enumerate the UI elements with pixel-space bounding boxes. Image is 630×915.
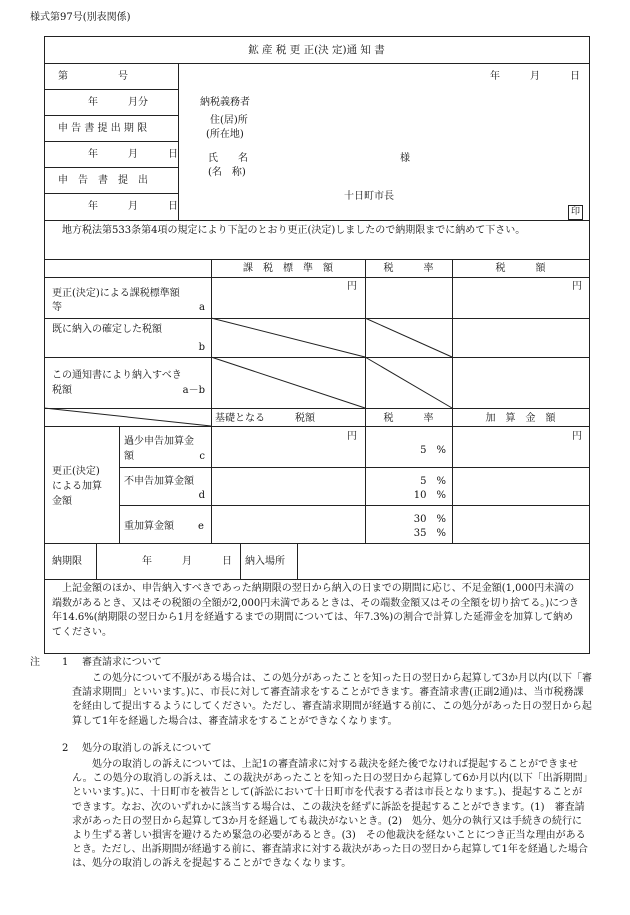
note-1-title: 審査請求について bbox=[82, 657, 162, 668]
due-label: 納期限 bbox=[52, 556, 82, 567]
t2-row-e-code: e bbox=[198, 521, 204, 532]
corp-name-label: (名 称) bbox=[208, 167, 246, 178]
t2-header-rate: 税 率 bbox=[383, 413, 434, 424]
taxpayer-label: 納税義務者 bbox=[200, 97, 250, 108]
note-1-body: この処分について不服がある場合は、この処分があったことを知った日の翌日から起算して3か月以内(以下「審査請求期間」といいます。)に、市長に対して審査請求をすることができます。審査請求書(正副2通)は、当市税務課を経由して提出するようにしてください。ただし、審査請求期間が経過する前に、この処分があった日の翌日から起算して1年を経過した場合は、審査請求をすることができなくなります。 bbox=[72, 673, 592, 727]
note-2-title: 処分の取消しの訴えについて bbox=[82, 743, 212, 754]
t1-header-tax: 税 額 bbox=[495, 263, 546, 274]
location-label: (所在地) bbox=[206, 129, 244, 140]
note-2-num: 2 bbox=[62, 743, 69, 754]
filed-label: 申 告 書 提 出 bbox=[58, 175, 148, 186]
t2-row-c-unit-base: 円 bbox=[347, 431, 357, 442]
t1-row-c-label2: 税額 bbox=[52, 385, 72, 396]
deadline-label: 申 告 書 提 出 期 限 bbox=[58, 123, 148, 134]
t2-group-label-3: 金額 bbox=[52, 496, 72, 507]
t2-group-label-1: 更正(決定) bbox=[52, 466, 100, 477]
t2-row-c-code: c bbox=[199, 451, 205, 462]
t1-row-a-unit-tax: 円 bbox=[572, 281, 582, 292]
deadline-date: 年 月 日 bbox=[88, 149, 178, 160]
tax-year-month: 年 月分 bbox=[88, 97, 148, 108]
name-label: 氏 名 bbox=[208, 153, 248, 164]
t2-row-e-rate-1: 30 % bbox=[413, 514, 446, 525]
t2-row-d-code: d bbox=[198, 490, 205, 501]
t1-row-c-label: この通知書により納入すべき bbox=[52, 370, 182, 381]
t2-row-c-label: 過少申告加算金 bbox=[124, 436, 194, 447]
honorific: 様 bbox=[400, 153, 410, 164]
intro-text: 地方税法第533条第4項の規定により下記のとおり更正(決定)しましたので納期限までに納めて下さい。 bbox=[62, 225, 526, 236]
form-number: 様式第97号(別表関係) bbox=[30, 12, 131, 23]
t2-header-base: 基礎となる 税額 bbox=[215, 413, 315, 424]
payment-place-label: 納入場所 bbox=[245, 556, 285, 567]
t2-row-d-rate-1: 5 % bbox=[420, 476, 446, 487]
t2-row-e-label: 重加算金額 bbox=[124, 521, 174, 532]
notice-date: 年 月 日 bbox=[490, 71, 580, 82]
t2-row-d-label: 不申告加算金額 bbox=[124, 476, 194, 487]
form-title: 鉱 産 税 更 正(決 定)通 知 書 bbox=[248, 44, 385, 56]
t1-row-b-label: 既に納入の確定した税額 bbox=[52, 324, 162, 335]
filed-date: 年 月 日 bbox=[88, 201, 178, 212]
t1-row-a-label: 更正(決定)による課税標準額 bbox=[52, 288, 180, 299]
t1-row-a-label2: 等 bbox=[52, 302, 62, 313]
due-date: 年 月 日 bbox=[142, 556, 232, 567]
t1-row-b-code: b bbox=[198, 342, 205, 353]
address-label: 住(居)所 bbox=[210, 115, 248, 126]
t1-row-a-code: a bbox=[199, 302, 205, 313]
note-1-num: 1 bbox=[62, 657, 69, 668]
note-2-body: 処分の取消しの訴えについては、上記1の審査請求に対する裁決を経た後でなければ提起することができません。この処分の取消しの訴えは、この裁決があったことを知った日の翌日から起算して6か月以内(以下「出訴期間」といいます。)に、十日町市を被告として(訴訟において十日町市を代表する者は市長となります。)、提起することができます。なお、次のいずれかに該当する場合は、この裁決を経ずに訴訟を提起することができます。(1) 審査請求があった日の翌日から起算して3か月を経過しても裁決がないとき。(2) 処分、処分の執行又は手続きの続行により生ずる著しい損害を避けるため緊急の必要があるとき。(3) その他裁決を経ないことにつき正当な理由があるとき。ただし、出訴期間が経過する前に、審査請求に対する裁決があった日の翌日から起算して1年を経過した場合は、処分の取消しの訴えを提起することができなくなります。 bbox=[72, 759, 588, 870]
issuer: 十日町市長 bbox=[344, 191, 394, 202]
t2-header-amount: 加 算 金 額 bbox=[485, 413, 556, 424]
t1-header-base: 課 税 標 準 額 bbox=[243, 263, 333, 274]
t2-row-c-rate: 5 % bbox=[420, 445, 446, 456]
t2-row-d-rate-2: 10 % bbox=[413, 490, 446, 501]
t1-row-a-unit-base: 円 bbox=[347, 281, 357, 292]
t2-row-c-unit-amount: 円 bbox=[572, 431, 582, 442]
notes-prefix: 注 bbox=[30, 657, 40, 668]
t1-header-rate: 税 率 bbox=[383, 263, 434, 274]
seal-mark: 印 bbox=[568, 205, 583, 220]
delinquency-text: 上記金額のほか、申告納入すべきであった納期限の翌日から納入の日までの期間に応じ、不足金額(1,000円未満の端数があるとき、又はその税額の全額が2,000円未満であるときは、その端数金額又はその全額を切り捨てる。)につき年14.6%(納期限の翌日から1月を経過するまでの期間については、年7.3%)の割合で計算した延滞金を加算して納めてください。 bbox=[52, 583, 579, 638]
t2-row-c-label2: 額 bbox=[124, 451, 134, 462]
notice-number: 第 号 bbox=[58, 71, 128, 82]
t1-row-c-code: a－b bbox=[182, 385, 205, 396]
t2-row-e-rate-2: 35 % bbox=[413, 528, 446, 539]
t2-group-label-2: による加算 bbox=[52, 481, 102, 492]
